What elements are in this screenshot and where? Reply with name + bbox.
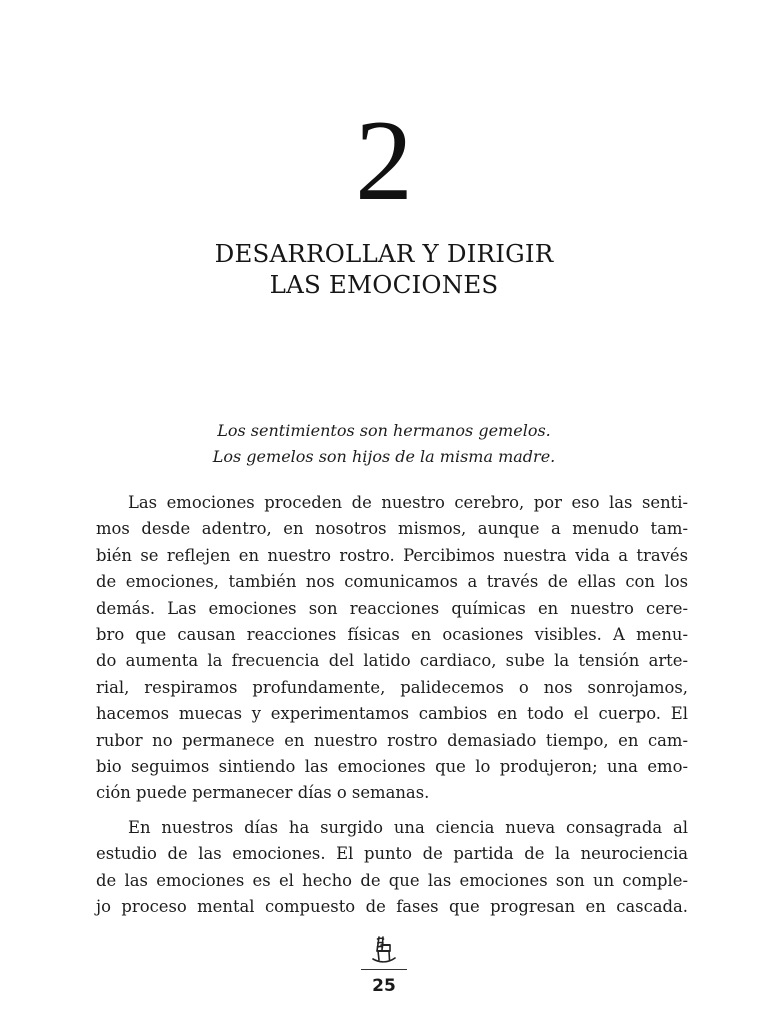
text-line: bién se reflejen en nuestro rostro. Percibimos nuestra vida a través [96, 545, 688, 565]
folio-rule [361, 969, 407, 970]
text-line: rubor no permanece en nuestro rostro demasiado tiempo, en cam- [96, 730, 688, 750]
text-line: mos desde adentro, en nosotros mismos, aunque a menudo tam- [96, 519, 688, 539]
folio-ornament [0, 934, 768, 970]
text-line: rial, respiramos profundamente, palidecemos o nos sonrojamos, [96, 677, 688, 697]
text-line: hacemos muecas y experimentamos cambios en todo el cuerpo. El [96, 704, 688, 724]
chapter-title-line: DESARROLLAR Y DIRIGIR [214, 239, 554, 268]
text-line: bro que causan reacciones físicas en ocasiones visibles. A menu- [96, 625, 688, 645]
text-line: En nuestros días ha surgido una ciencia nueva consagrada al [128, 817, 688, 837]
text-line: estudio de las emociones. El punto de partida de la neurociencia [96, 844, 688, 864]
text-line: Las emociones proceden de nuestro cerebro, por eso las senti- [128, 493, 688, 512]
body-text [96, 490, 688, 921]
chapter-number: 2 [355, 97, 413, 225]
text-line: do aumenta la frecuencia del latido cardiaco, sube la tensión arte- [96, 651, 688, 671]
page-number: 25 [372, 976, 396, 996]
chapter-title [0, 238, 768, 300]
text-line: bio seguimos sintiendo las emociones que lo produjeron; una emo- [96, 757, 688, 777]
text-line: demás. Las emociones son reacciones químicas en nuestro cere- [96, 598, 688, 618]
text-line: jo proceso mental compuesto de fases que progresan en cascada. [96, 897, 688, 917]
epigraph-line: Los sentimientos son hermanos gemelos. [217, 421, 551, 440]
paragraph-gap [96, 807, 688, 815]
epigraph [0, 418, 768, 470]
text-line: de emociones, también nos comunicamos a través de ellas con los [96, 572, 688, 592]
text-line: ción puede permanecer días o semanas. [96, 783, 430, 803]
chapter-title-line: LAS EMOCIONES [269, 270, 499, 299]
paragraph-1 [96, 490, 688, 807]
text-line: de las emociones es el hecho de que las emociones son un comple- [96, 870, 688, 890]
paragraph-2 [96, 815, 688, 921]
epigraph-line: Los gemelos son hijos de la misma madre. [212, 447, 556, 466]
rocking-chair-icon [368, 934, 400, 966]
